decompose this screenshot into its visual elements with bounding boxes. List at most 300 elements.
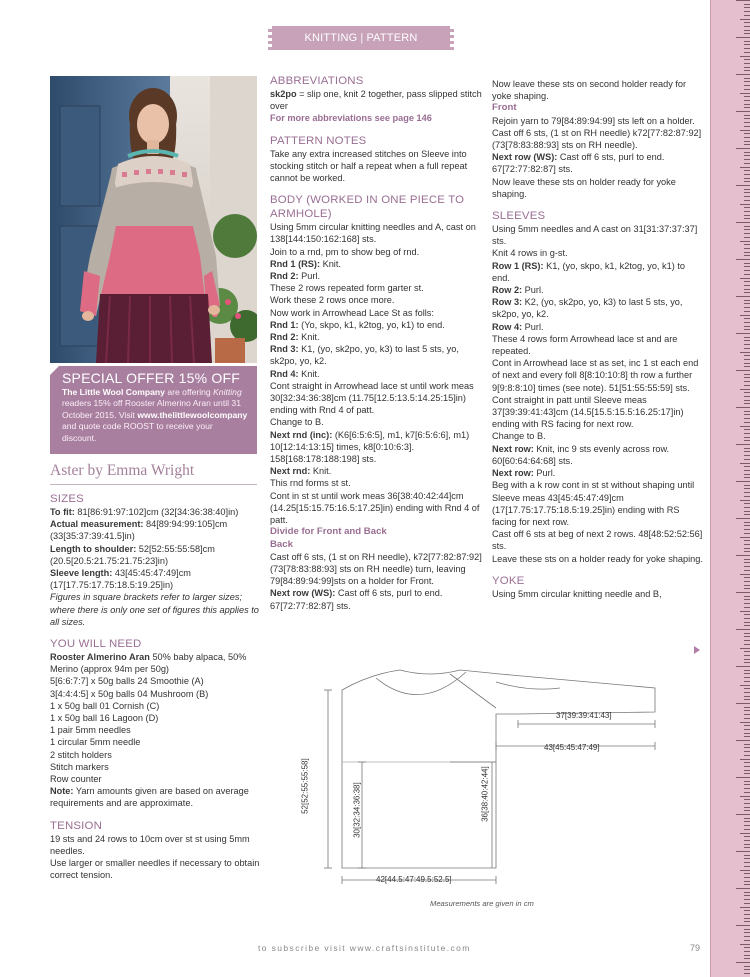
- ruler-tick: [744, 829, 750, 830]
- ruler-tick: [744, 26, 750, 27]
- ruler-tick: [736, 259, 750, 260]
- ruler-tick: [740, 352, 750, 353]
- list-item: 1 circular 5mm needle: [50, 737, 141, 748]
- ruler-tick: [744, 918, 750, 919]
- ruler-tick: [740, 463, 750, 464]
- ruler-tick: [744, 81, 750, 82]
- ruler-tick: [744, 11, 750, 12]
- ruler-tick: [744, 67, 750, 68]
- ruler-tick: [744, 115, 750, 116]
- ruler-tick: [740, 611, 750, 612]
- ruler-tick: [740, 796, 750, 797]
- ruler-tick: [736, 925, 750, 926]
- ruler-tick: [744, 662, 750, 663]
- ruler-tick: [744, 318, 750, 319]
- ruler-tick: [744, 466, 750, 467]
- list-item: 1 pair 5mm needles: [50, 725, 131, 736]
- ruler-tick: [744, 677, 750, 678]
- ruler-tick: [744, 340, 750, 341]
- ruler-tick: [736, 518, 750, 519]
- list-item: 1 x 50g ball 16 Lagoon (D): [50, 713, 159, 724]
- footer-text: to subscribe visit www.craftsinstitute.com: [258, 943, 471, 953]
- ruler-tick: [744, 929, 750, 930]
- section-banner: KNITTING | PATTERN INSTRUCTIONS: [268, 26, 454, 50]
- ruler-tick: [740, 241, 750, 242]
- ruler-tick: [736, 222, 750, 223]
- schematic-note: Measurements are given in cm: [430, 899, 534, 908]
- model-photo: [50, 76, 257, 363]
- ruler-tick: [744, 881, 750, 882]
- ruler-tick: [744, 840, 750, 841]
- list-item: 1 x 50g ball 01 Cornish (C): [50, 700, 160, 711]
- width-label: 42[44.5:47:49.5:52.5]: [376, 875, 452, 884]
- ruler-tick: [744, 411, 750, 412]
- ruler-tick: [744, 585, 750, 586]
- ruler-tick: [744, 307, 750, 308]
- ruler-tick: [744, 877, 750, 878]
- front-subheading: Front: [492, 102, 517, 114]
- ruler-tick: [744, 400, 750, 401]
- ruler-tick: [736, 851, 750, 852]
- ruler-tick: [744, 440, 750, 441]
- ruler-tick: [744, 289, 750, 290]
- ruler-tick: [744, 311, 750, 312]
- ruler-tick: [744, 141, 750, 142]
- ruler-tick: [744, 274, 750, 275]
- ruler-tick: [744, 644, 750, 645]
- list-item: Stitch markers: [50, 761, 109, 772]
- offer-title: SPECIAL OFFER 15% OFF: [62, 370, 240, 386]
- ruler-tick: [744, 618, 750, 619]
- ruler-tick: [744, 237, 750, 238]
- ruler-tick: [744, 614, 750, 615]
- ruler-tick: [744, 30, 750, 31]
- list-item: Row counter: [50, 774, 102, 785]
- ruler-tick: [744, 544, 750, 545]
- ruler-tick: [740, 685, 750, 686]
- ruler-tick: [744, 747, 750, 748]
- ruler-tick: [744, 766, 750, 767]
- ruler-tick: [744, 862, 750, 863]
- ruler-tick: [744, 189, 750, 190]
- ruler-tick: [744, 270, 750, 271]
- ruler-tick: [744, 651, 750, 652]
- ruler-tick: [744, 581, 750, 582]
- ruler-tick: [744, 951, 750, 952]
- ruler-tick: [744, 511, 750, 512]
- ruler-tick: [740, 167, 750, 168]
- ruler-tick: [744, 670, 750, 671]
- ruler-tick: [744, 718, 750, 719]
- ruler-tick: [736, 962, 750, 963]
- ruler-tick: [744, 625, 750, 626]
- ruler-tick: [744, 192, 750, 193]
- ruler-tick: [744, 692, 750, 693]
- ruler-tick: [744, 96, 750, 97]
- ruler-tick: [744, 844, 750, 845]
- ruler-tick: [744, 7, 750, 8]
- ruler-tick: [744, 958, 750, 959]
- ruler-tick: [744, 433, 750, 434]
- ruler-tick: [736, 37, 750, 38]
- need-heading: YOU WILL NEED: [50, 638, 142, 651]
- ruler-tick: [744, 363, 750, 364]
- ruler-tick: [744, 681, 750, 682]
- ruler-tick: [744, 133, 750, 134]
- ruler-tick: [744, 455, 750, 456]
- ruler-tick: [744, 448, 750, 449]
- ruler-tick: [744, 285, 750, 286]
- ruler-tick: [744, 159, 750, 160]
- ruler-tick: [744, 170, 750, 171]
- ruler-tick: [744, 348, 750, 349]
- ruler-tick: [744, 104, 750, 105]
- ruler-tick: [744, 152, 750, 153]
- ruler-tick: [744, 381, 750, 382]
- ruler-tick: [744, 781, 750, 782]
- ruler-tick: [740, 648, 750, 649]
- ruler-tick: [744, 640, 750, 641]
- ruler-tick: [744, 41, 750, 42]
- ruler-tick: [744, 211, 750, 212]
- ruler-tick: [744, 292, 750, 293]
- ruler-tick: [744, 714, 750, 715]
- divide-subheading: Divide for Front and Back: [270, 526, 387, 538]
- middle-column: ABBREVIATIONS sk2po = slip one, knit 2 together, pass slipped stitch over For more abbreviations see page 146 PATTERN NOTES Take any extra increased stitches on Sleeve into stocking stitch or half a repeat when a full repeat cannot be worked. BODY (WORKED IN ONE PIECE TO ARMHOLE) Using 5mm circular knitting needles and A, cast on 138[144:150:162:168] sts. Join to a rnd, pm to show beg of rnd. Rnd 1 (RS): Knit. Rnd 2: Purl. These 2 rows repeated form garter st. Work these 2 rows once more. Now work in Arrowhead Lace St as folls: Rnd 1: (Yo, skpo, k1, k2tog, yo, k1) to end. Rnd 2: Knit. Rnd 3: K1, (yo, sk2po, yo, k3) to last 5 sts, yo, sk2po, yo, k2. Rnd 4: Knit. Cont straight in Arrowhead lace st until work meas 30[32:34:36:38]cm (11.75[12.5:13.5:14.25:15]in) ending with Rnd 4 of patt. Change to B. Next rnd (inc): (K6[6:5:6:5], m1, k7[6:5:6:6], m1) 10[12:14:13:15] times, k8[0:10:6:3]. 158[168:178:188:198] sts. Next rnd: Knit. This rnd forms st st. Cont in st st until work meas 36[38:40:42:44]cm (14.25[15:15.75:16.5:17.25]in) ending with Rnd 4 of patt. Divide for Front and Back Back Cast off 6 sts, (1 st on RH needle), k72[77:82:87:92] (73[78:83:88:93] sts on RH needle) turn, leaving 79[84:89:94:99]sts on a holder for Front. Next row (WS): Cast off 6 sts, purl to end. 67[72:77:82:87] sts.: [270, 75, 482, 611]
- ruler-tick: [744, 15, 750, 16]
- ruler-tick: [744, 607, 750, 608]
- notes-heading: PATTERN NOTES: [270, 134, 367, 147]
- section-sublabel: PATTERN INSTRUCTIONS: [318, 32, 418, 68]
- ruler-tick: [744, 385, 750, 386]
- ruler-tick: [736, 629, 750, 630]
- page-number: 79: [690, 943, 701, 953]
- mid-length-label: 36[38:40:42:44]: [480, 766, 490, 822]
- ruler-tick: [744, 792, 750, 793]
- ruler-tick: [744, 622, 750, 623]
- ruler-tick: [744, 488, 750, 489]
- ruler-tick: [744, 155, 750, 156]
- ruler-tick: [744, 89, 750, 90]
- ruler-tick: [744, 326, 750, 327]
- ruler: [710, 0, 750, 977]
- sizes-note: Figures in square brackets refer to larger sizes; where there is only one set of figures this applies to all sizes.: [50, 592, 259, 627]
- ruler-tick: [740, 130, 750, 131]
- design-title: Aster by Emma Wright: [50, 462, 195, 479]
- ruler-tick: [744, 85, 750, 86]
- list-item: 5[6:6:7:7] x 50g balls 24 Smoothie (A): [50, 676, 204, 687]
- ruler-tick: [744, 226, 750, 227]
- body-length-label: 30[32:34:36:38]: [352, 782, 362, 838]
- garment-schematic: [300, 662, 660, 912]
- abbrev-link[interactable]: For more abbreviations see page 146: [270, 113, 432, 124]
- ruler-tick: [744, 899, 750, 900]
- ruler-tick: [744, 577, 750, 578]
- ruler-tick: [744, 903, 750, 904]
- length-label: 52[52:55:55:58]: [300, 758, 310, 814]
- ruler-tick: [744, 566, 750, 567]
- ruler-tick: [744, 514, 750, 515]
- ruler-tick: [744, 429, 750, 430]
- ruler-tick: [736, 407, 750, 408]
- ruler-tick: [744, 770, 750, 771]
- ruler-tick: [744, 33, 750, 34]
- ruler-tick: [740, 944, 750, 945]
- ruler-tick: [744, 122, 750, 123]
- ruler-tick: [744, 396, 750, 397]
- divider: [50, 484, 257, 485]
- ruler-tick: [736, 111, 750, 112]
- ruler-tick: [736, 666, 750, 667]
- ruler-tick: [744, 525, 750, 526]
- ruler-tick: [744, 392, 750, 393]
- ruler-tick: [744, 344, 750, 345]
- ruler-tick: [744, 118, 750, 119]
- ruler-tick: [736, 740, 750, 741]
- ruler-tick: [740, 93, 750, 94]
- ruler-tick: [744, 603, 750, 604]
- ruler-tick: [744, 22, 750, 23]
- ruler-tick: [744, 936, 750, 937]
- ruler-tick: [744, 707, 750, 708]
- ruler-tick: [744, 551, 750, 552]
- ruler-tick: [744, 329, 750, 330]
- ruler-tick: [744, 751, 750, 752]
- ruler-tick: [744, 244, 750, 245]
- ruler-tick: [744, 48, 750, 49]
- ruler-tick: [744, 252, 750, 253]
- ruler-tick: [736, 444, 750, 445]
- ruler-tick: [744, 825, 750, 826]
- ruler-tick: [744, 540, 750, 541]
- ruler-tick: [744, 218, 750, 219]
- ruler-tick: [744, 4, 750, 5]
- special-offer-box: [50, 366, 257, 454]
- ruler-tick: [744, 181, 750, 182]
- left-column: SIZES To fit: 81[86:91:97:102]cm (32[34:36:38:40]in) Actual measurement: 84[89:94:99:105]cm (33[35:37:39:41.5]in) Length to shoulder: 52[52:55:55:58]cm (20.5[20.5:21.75:21.75:23]in) Sleeve length: 43[45:45:47:49]cm (17[17.75:17.75:18.5:19.25]in) Figures in square brackets refer to larger sizes; where there is only one set of figures this applies to all sizes. YOU WILL NEED Rooster Almerino Aran 50% baby alpaca, 50% Merino (approx 94m per 50g) 5[6:6:7:7] x 50g balls 24 Smoothie (A) 3[4:4:4:5] x 50g balls 04 Mushroom (B) 1 x 50g ball 01 Cornish (C) 1 x 50g ball 16 Lagoon (D) 1 pair 5mm needles 1 circular 5mm needle 2 stitch holders Stitch markers Row counter Note: Yarn amounts given are based on average requirements and are approximate. TENSION 19 sts and 24 rows to 10cm over st st using 5mm needles. Use larger or smaller needles if necessary to obtain correct tension.: [50, 493, 260, 881]
- ruler-tick: [744, 921, 750, 922]
- ruler-tick: [740, 204, 750, 205]
- ruler-tick: [744, 847, 750, 848]
- ruler-tick: [744, 322, 750, 323]
- ruler-tick: [744, 178, 750, 179]
- ruler-tick: [736, 888, 750, 889]
- ruler-tick: [744, 688, 750, 689]
- ruler-tick: [744, 729, 750, 730]
- ruler-tick: [744, 229, 750, 230]
- ruler-tick: [736, 0, 750, 1]
- ruler-tick: [744, 973, 750, 974]
- ruler-tick: [744, 303, 750, 304]
- ruler-tick: [744, 784, 750, 785]
- ruler-tick: [744, 866, 750, 867]
- ruler-tick: [744, 533, 750, 534]
- ruler-tick: [744, 100, 750, 101]
- ruler-tick: [744, 755, 750, 756]
- ruler-tick: [744, 470, 750, 471]
- ruler-tick: [744, 200, 750, 201]
- ruler-tick: [744, 818, 750, 819]
- ruler-tick: [740, 870, 750, 871]
- ruler-tick: [736, 777, 750, 778]
- ruler-tick: [744, 459, 750, 460]
- ruler-tick: [744, 422, 750, 423]
- ruler-tick: [736, 481, 750, 482]
- tension-heading: TENSION: [50, 819, 103, 832]
- ruler-tick: [744, 570, 750, 571]
- ruler-tick: [744, 892, 750, 893]
- ruler-tick: [744, 281, 750, 282]
- ruler-tick: [740, 759, 750, 760]
- ruler-tick: [736, 296, 750, 297]
- ruler-tick: [744, 215, 750, 216]
- ruler-tick: [740, 389, 750, 390]
- list-item: 3[4:4:4:5] x 50g balls 04 Mushroom (B): [50, 688, 209, 699]
- continue-arrow-icon: [694, 646, 700, 654]
- ruler-tick: [744, 207, 750, 208]
- ruler-tick: [744, 599, 750, 600]
- ruler-tick: [744, 248, 750, 249]
- ruler-tick: [740, 315, 750, 316]
- ruler-tick: [736, 74, 750, 75]
- ruler-tick: [744, 359, 750, 360]
- ruler-tick: [744, 137, 750, 138]
- section-label: KNITTING: [304, 32, 358, 44]
- yoke-heading: YOKE: [492, 574, 525, 587]
- ruler-tick: [744, 673, 750, 674]
- ruler-tick: [744, 659, 750, 660]
- ruler-tick: [744, 52, 750, 53]
- ruler-tick: [744, 355, 750, 356]
- ruler-tick: [740, 500, 750, 501]
- ruler-tick: [744, 710, 750, 711]
- ruler-tick: [744, 233, 750, 234]
- ruler-tick: [744, 418, 750, 419]
- ruler-tick: [744, 496, 750, 497]
- ruler-tick: [744, 437, 750, 438]
- ruler-tick: [744, 70, 750, 71]
- ruler-tick: [744, 799, 750, 800]
- ruler-tick: [744, 44, 750, 45]
- ruler-tick: [744, 884, 750, 885]
- ruler-tick: [740, 574, 750, 575]
- sleeve-inner-label: 37[39:39:41:43]: [556, 711, 612, 720]
- ruler-tick: [744, 503, 750, 504]
- ruler-tick: [744, 821, 750, 822]
- right-column: Now leave these sts on second holder ready for yoke shaping. Front Rejoin yarn to 79[84:89:94:99] sts left on a holder. Cast off 6 sts, (1 st on RH needle) k72[77:82:87:92] (73[78:83:88:93] sts on RH needle). Next row (WS): Cast off 6 sts, purl to end. 67[72:77:82:87] sts. Now leave these sts on holder ready for yoke shaping. SLEEVES Using 5mm needles and A cast on 31[31:37:37:37] sts. Knit 4 rows in g-st. Row 1 (RS): K1, (yo, skpo, k1, k2tog, yo, k1) to end. Row 2: Purl. Row 3: K2, (yo, sk2po, yo, k3) to last 5 sts, yo, sk2po, yo, k2. Row 4: Purl. These 4 rows form Arrowhead lace st and are repeated. Cont in Arrowhead lace st as set, inc 1 st each end of next and every foll 8[8:10:10:8] th row a further 9[9:8:8:10] times (see note). 51[51:55:55:59] sts. Cont straight in patt until Sleeve meas 37[39:39:41:43]cm (14.5[15.5:15.5:16.25:17]in) ending with RS facing for next row. Change to B. Next row: Knit, inc 9 sts evenly across row. 60[60:64:64:68] sts. Next row: Purl. Beg with a k row cont in st st without shaping until Sleeve meas 43[45:45:47:49]cm (17[17.75:17.75:18.5:19.25]in) ending with RS facing for next row. Cast off 6 sts at beg of next 2 rows. 48[48:52:52:56] sts. Leave these sts on a holder ready for yoke shaping. YOKE Using 5mm circular knitting needle and B,: [492, 79, 703, 599]
- body-heading: BODY (WORKED IN ONE PIECE TO ARMHOLE): [270, 194, 465, 221]
- ruler-tick: [744, 529, 750, 530]
- ruler-tick: [744, 266, 750, 267]
- ruler-tick: [744, 932, 750, 933]
- ruler-tick: [736, 333, 750, 334]
- ruler-tick: [744, 107, 750, 108]
- ruler-tick: [744, 858, 750, 859]
- ruler-tick: [744, 633, 750, 634]
- ruler-tick: [744, 163, 750, 164]
- ruler-tick: [740, 56, 750, 57]
- ruler-tick: [744, 655, 750, 656]
- ruler-tick: [736, 814, 750, 815]
- ruler-tick: [744, 696, 750, 697]
- ruler-tick: [736, 592, 750, 593]
- sleeves-heading: SLEEVES: [492, 210, 546, 223]
- ruler-tick: [744, 955, 750, 956]
- ruler-tick: [744, 522, 750, 523]
- ruler-tick: [740, 278, 750, 279]
- ruler-tick: [744, 414, 750, 415]
- ruler-tick: [744, 773, 750, 774]
- ruler-tick: [744, 969, 750, 970]
- ruler-tick: [744, 255, 750, 256]
- ruler-tick: [744, 559, 750, 560]
- ruler-tick: [744, 836, 750, 837]
- ruler-tick: [744, 910, 750, 911]
- ruler-tick: [744, 940, 750, 941]
- ruler-tick: [744, 403, 750, 404]
- ruler-tick: [744, 548, 750, 549]
- ruler-tick: [744, 78, 750, 79]
- ruler-tick: [744, 744, 750, 745]
- ruler-tick: [744, 144, 750, 145]
- sleeve-outer-label: 43[45:45:47:49]: [544, 743, 600, 752]
- ruler-tick: [744, 126, 750, 127]
- ruler-tick: [744, 562, 750, 563]
- offer-url[interactable]: www.thelittlewoolcompany: [137, 409, 248, 420]
- ruler-tick: [744, 807, 750, 808]
- ruler-tick: [744, 873, 750, 874]
- ruler-tick: [740, 722, 750, 723]
- ruler-tick: [744, 63, 750, 64]
- ruler-tick: [744, 725, 750, 726]
- ruler-tick: [744, 636, 750, 637]
- ruler-tick: [744, 451, 750, 452]
- ruler-tick: [744, 947, 750, 948]
- ruler-tick: [740, 907, 750, 908]
- ruler-tick: [744, 507, 750, 508]
- ruler-tick: [744, 300, 750, 301]
- ruler-tick: [744, 736, 750, 737]
- ruler-tick: [740, 537, 750, 538]
- ruler-tick: [744, 374, 750, 375]
- ruler-tick: [744, 196, 750, 197]
- ruler-tick: [744, 337, 750, 338]
- sizes-heading: SIZES: [50, 493, 84, 505]
- ruler-tick: [744, 474, 750, 475]
- ruler-tick: [744, 263, 750, 264]
- ruler-tick: [736, 185, 750, 186]
- offer-text: The Little Wool Company are offering Knitting readers 15% off Rooster Almerino Aran until 31 October 2015. Visit www.thelittlewoolcompany and quote code ROOST to receive your discount.: [62, 387, 248, 443]
- ruler-tick: [736, 148, 750, 149]
- ruler-tick: [744, 588, 750, 589]
- ruler-tick: [744, 492, 750, 493]
- ruler-tick: [736, 370, 750, 371]
- ruler-tick: [736, 703, 750, 704]
- ruler-tick: [740, 833, 750, 834]
- ruler-tick: [744, 174, 750, 175]
- ruler-tick: [744, 477, 750, 478]
- ruler-tick: [740, 19, 750, 20]
- back-subheading: Back: [270, 538, 293, 550]
- ruler-tick: [744, 733, 750, 734]
- ruler-tick: [736, 555, 750, 556]
- ruler-tick: [740, 426, 750, 427]
- ruler-tick: [744, 803, 750, 804]
- ruler-tick: [744, 699, 750, 700]
- list-item: 2 stitch holders: [50, 749, 112, 760]
- ruler-tick: [744, 810, 750, 811]
- ruler-tick: [744, 366, 750, 367]
